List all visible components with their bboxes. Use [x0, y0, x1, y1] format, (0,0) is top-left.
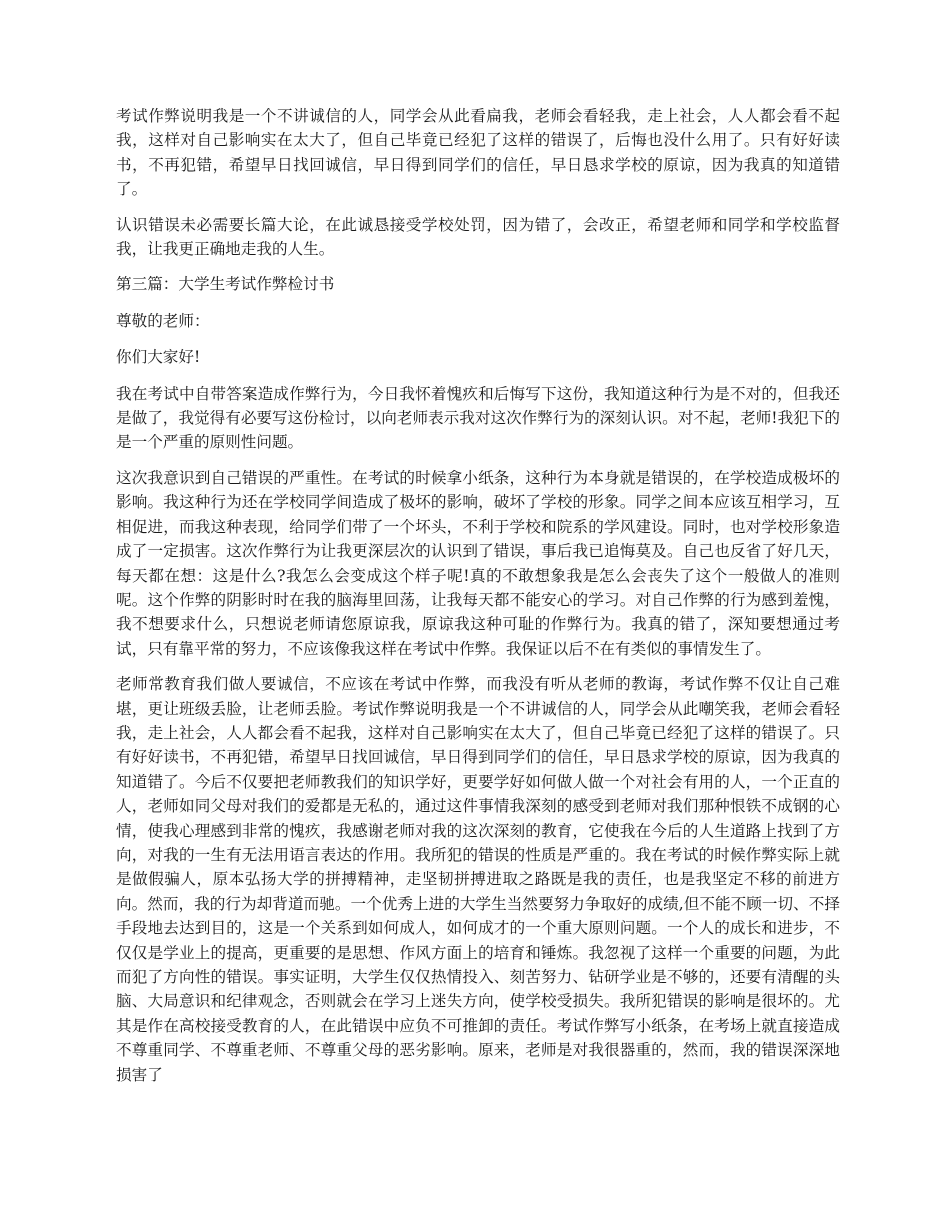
paragraph-1: 考试作弊说明我是一个不讲诚信的人，同学会从此看扁我，老师会看轻我，走上社会，人人都会看不起我，这样对自己影响实在太大了，但自己毕竟已经犯了这样的错误了，后悔也没什么用了。只有好好读书，不再犯错，希望早日找回诚信，早日得到同学们的信任，早日恳求学校的原谅，因为我真的知道错了。	[116, 107, 840, 199]
paragraph-6: 我在考试中自带答案造成作弊行为，今日我怀着愧疚和后悔写下这份，我知道这种行为是不对的，但我还是做了，我觉得有必要写这份检讨，以向老师表示我对这次作弊行为的深刻认识。对不起，老师!我犯下的是一个严重的原则性问题。	[116, 384, 840, 452]
document-body	[116, 104, 840, 1098]
paragraph-8: 老师常教育我们做人要诚信，不应该在考试中作弊，而我没有听从老师的教诲，考试作弊不仅让自己难堪，更让班级丢脸，让老师丢脸。考试作弊说明我是一个不讲诚信的人，同学会从此嘲笑我，老师会看轻我，走上社会，人人都会看不起我，这样对自己影响实在太大了，但自己毕竟已经犯了这样的错误了。只有好好读书，不再犯错，希望早日找回诚信，早日得到同学们的信任，早日恳求学校的原谅，因为我真的知道错了。今后不仅要把老师教我们的知识学好，更要学好如何做人做一个对社会有用的人，一个正直的人，老师如同父母对我们的爱都是无私的，通过这件事情我深刻的感受到老师对我们那种恨铁不成钢的心情，使我心理感到非常的愧疚，我感谢老师对我的这次深刻的教育，它使我在今后的人生道路上找到了方向，对我的一生有无法用语言表达的作用。我所犯的错误的性质是严重的。我在考试的时候作弊实际上就是做假骗人，原本弘扬大学的拼搏精神，走坚韧拼搏进取之路既是我的责任，也是我坚定不移的前进方向。然而，我的行为却背道而驰。一个优秀上进的大学生当然要努力争取好的成绩,但不能不顾一切、不择手段地去达到目的，这是一个关系到如何成人，如何成才的一个重大原则问题。一个人的成长和进步，不仅仅是学业上的提高，更重要的是思想、作风方面上的培育和锤炼。我忽视了这样一个重要的问题，为此而犯了方向性的错误。事实证明，大学生仅仅热情投入、刻苦努力、钻研学业是不够的，还要有清醒的头脑、大局意识和纪律观念，否则就会在学习上迷失方向，使学校受损失。我所犯错误的影响是很坏的。尤其是作在高校接受教育的人，在此错误中应负不可推卸的责任。考试作弊写小纸条，在考场上就直接造成不尊重同学、不尊重老师、不尊重父母的恶劣影响。原来，老师是对我很器重的，然而，我的错误深深地损害了	[116, 675, 840, 1084]
paragraph-2: 认识错误未必需要长篇大论，在此诚恳接受学校处罚，因为错了，会改正，希望老师和同学和学校监督我，让我更正确地走我的人生。	[116, 215, 840, 259]
paragraph-7: 这次我意识到自己错误的严重性。在考试的时候拿小纸条，这种行为本身就是错误的，在学校造成极坏的影响。我这种行为还在学校同学间造成了极坏的影响，破坏了学校的形象。同学之间本应该互相学习，互相促进，而我这种表现，给同学们带了一个坏头，不利于学校和院系的学风建设。同时，也对学校形象造成了一定损害。这次作弊行为让我更深层次的认识到了错误，事后我已追悔莫及。自己也反省了好几天，每天都在想：这是什么?我怎么会变成这个样子呢!真的不敢想象我是怎么会丧失了这个一般做人的准则呢。这个作弊的阴影时时在我的脑海里回荡，让我每天都不能安心的学习。对自己作弊的行为感到羞愧，我不想要求什么，只想说老师请您原谅我，原谅我这种可耻的作弊行为。我真的错了，深知要想通过考试，只有靠平常的努力，不应该像我这样在考试中作弊。我保证以后不在有类似的事情发生了。	[116, 468, 840, 658]
salutation: 尊敬的老师：	[116, 311, 210, 330]
greeting: 你们大家好!	[116, 348, 201, 367]
section-heading: 第三篇：大学生考试作弊检讨书	[116, 275, 335, 294]
